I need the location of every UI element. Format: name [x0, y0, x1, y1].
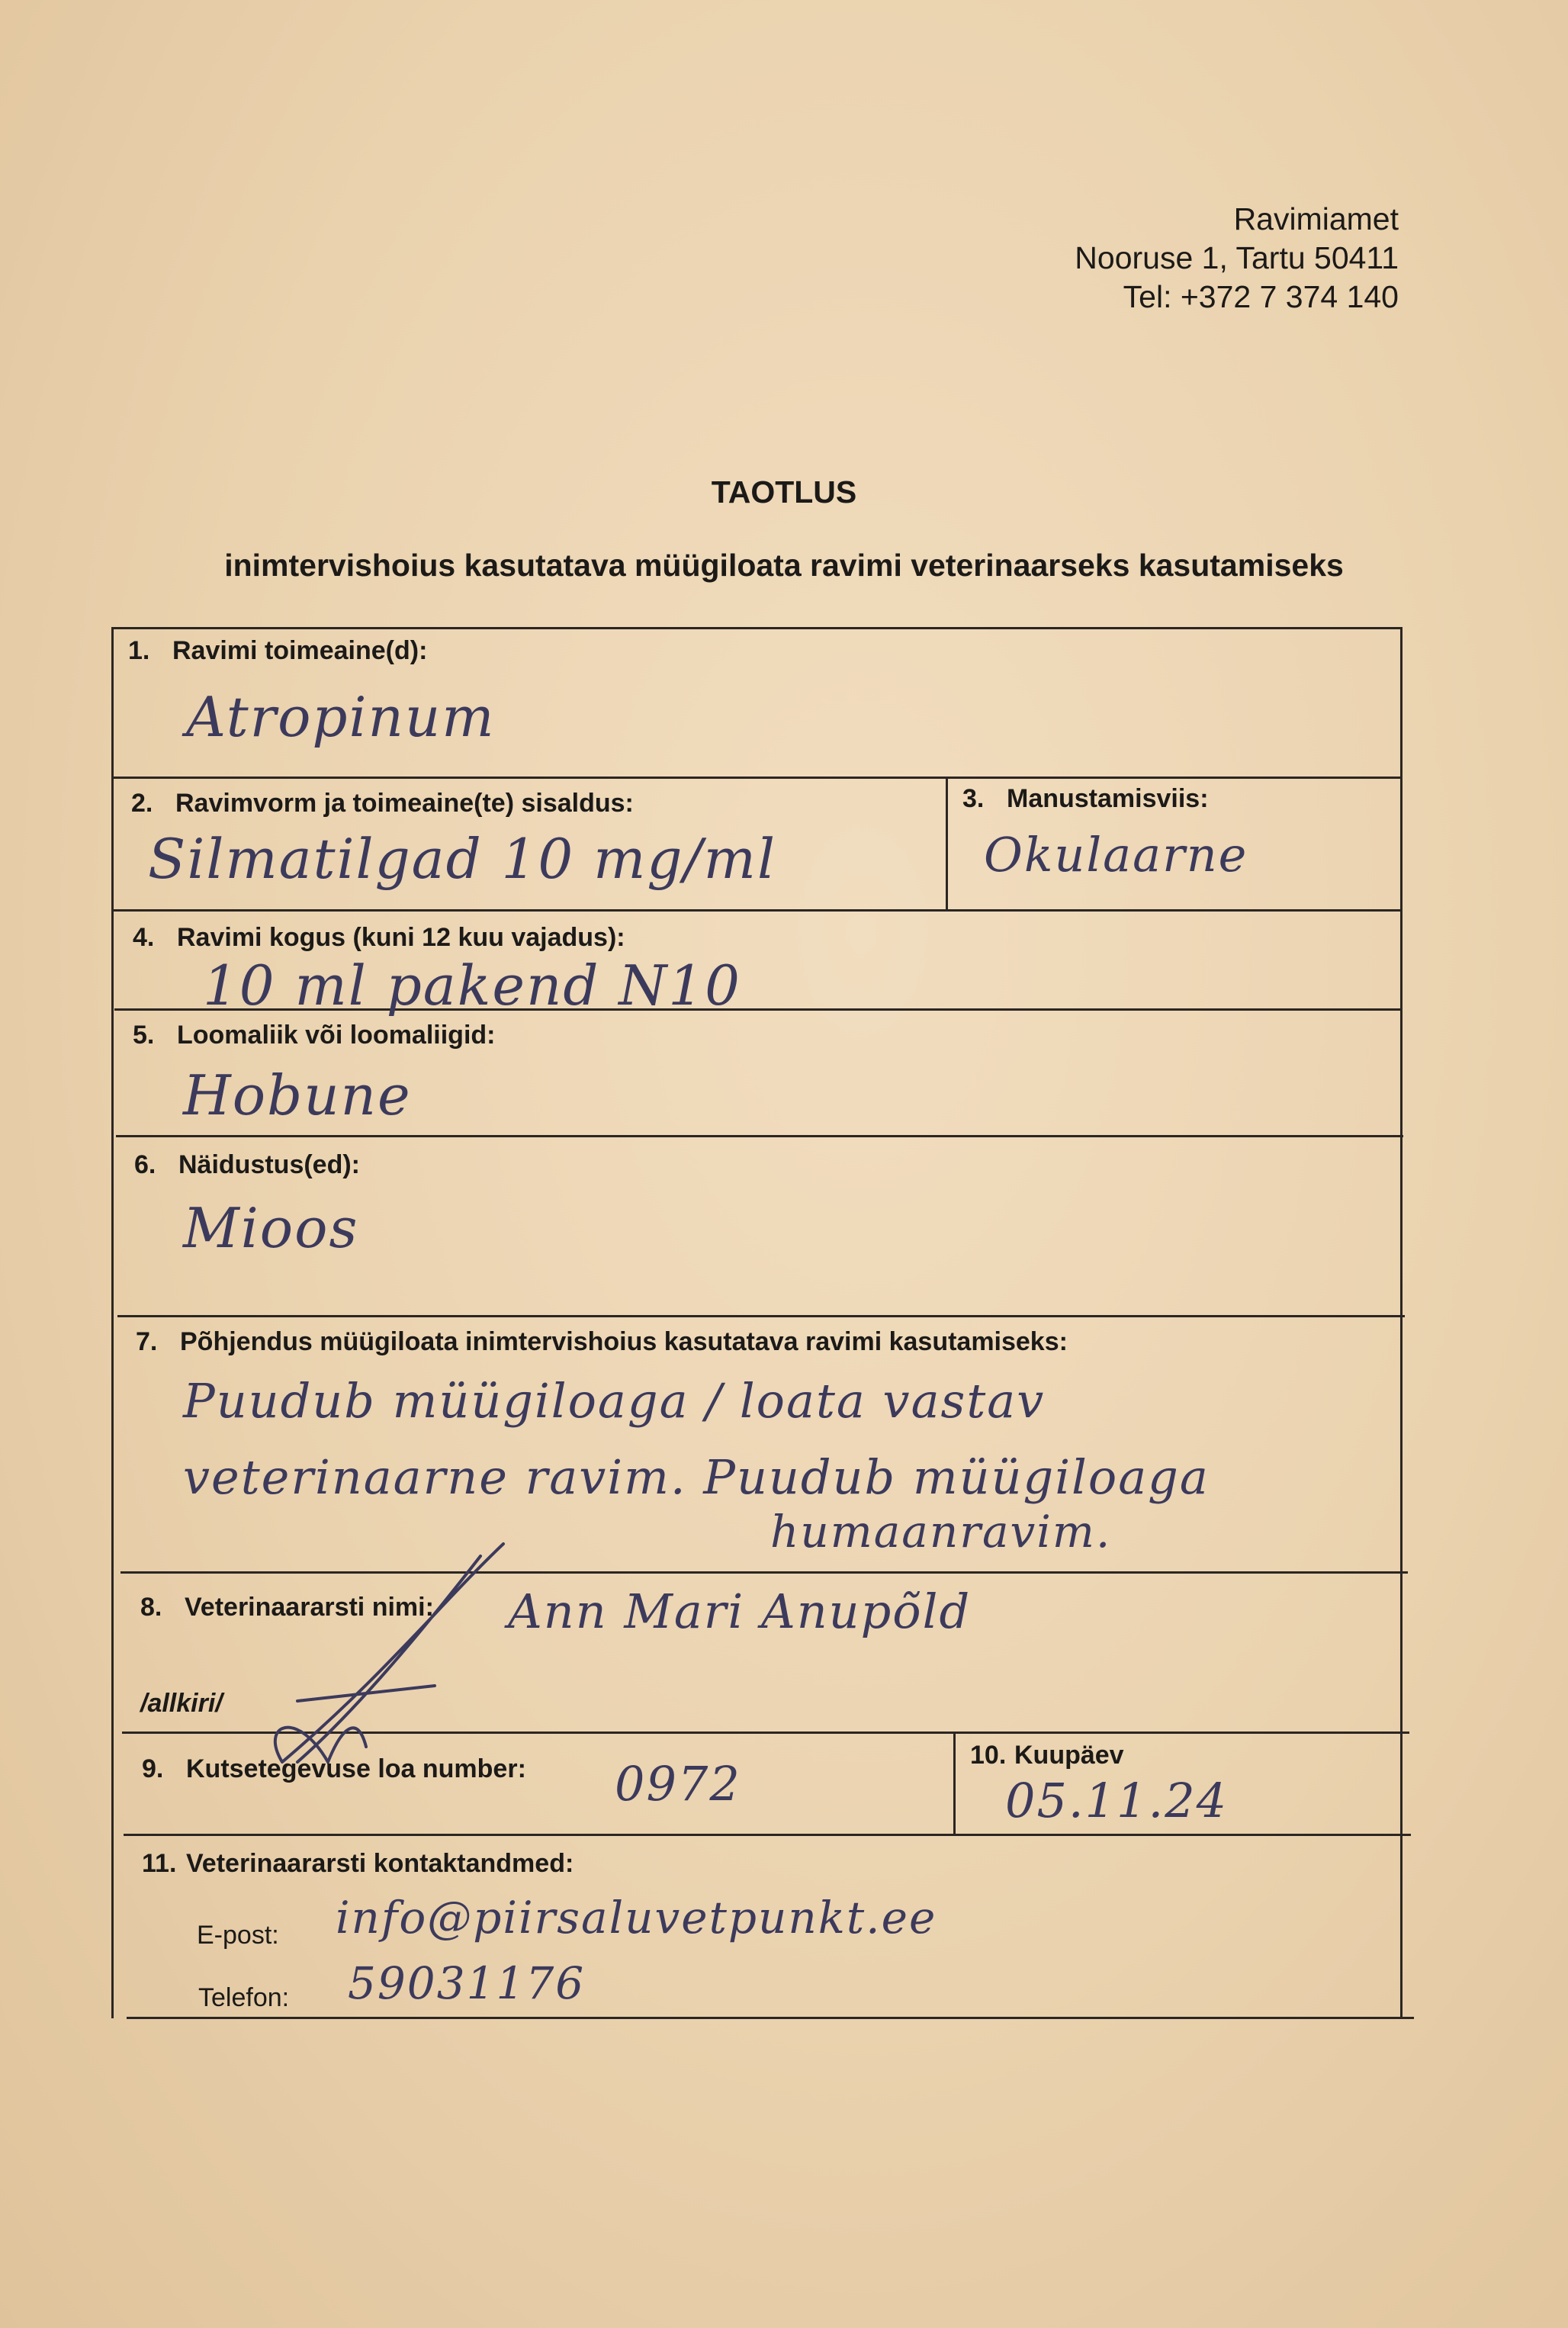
field-4-label: 4. Ravimi kogus (kuni 12 kuu vajadus): [133, 923, 625, 952]
signature-mark [252, 1533, 519, 1777]
field-10-value[interactable]: 05.11.24 [1005, 1773, 1229, 1828]
phone-value[interactable]: 59031176 [348, 1957, 586, 2009]
field-2-value[interactable]: Silmatilgad 10 mg/ml [148, 827, 776, 891]
field-3-label: 3. Manustamisviis: [962, 784, 1209, 813]
phone-label: Telefon: [198, 1983, 290, 2012]
recipient-phone: Tel: +372 7 374 140 [1123, 279, 1399, 314]
field-8-value[interactable]: Ann Mari Anupõld [508, 1584, 972, 1639]
field-4-value[interactable]: 10 ml pakend N10 [203, 953, 741, 1018]
field-10-label: 10. Kuupäev [970, 1741, 1124, 1770]
field-2-label: 2. Ravimvorm ja toimeaine(te) sisaldus: [131, 789, 634, 818]
field-7-value-line-2[interactable]: veterinaarne ravim. Puudub müügiloaga [183, 1449, 1210, 1505]
document-subtitle: inimtervishoius kasutatava müügiloata ravimi veterinaarseks kasutamiseks [224, 548, 1344, 583]
field-9-value[interactable]: 0972 [615, 1756, 741, 1812]
field-9-label: 9. Kutsetegevuse loa number: [142, 1754, 526, 1783]
field-1-value[interactable]: Atropinum [186, 685, 496, 749]
field-6-label: 6. Näidustus(ed): [134, 1150, 360, 1179]
field-6-value[interactable]: Mioos [183, 1196, 359, 1260]
field-8-label: 8. Veterinaararsti nimi: [140, 1593, 434, 1622]
recipient-name: Ravimiamet [1233, 201, 1399, 236]
recipient-address [1075, 200, 1399, 317]
field-5-value[interactable]: Hobune [183, 1063, 412, 1127]
document-title: TAOTLUS [711, 474, 857, 510]
field-7-label: 7. Põhjendus müügiloata inimtervishoius kasutatava ravimi kasutamiseks: [136, 1327, 1068, 1356]
email-label: E-post: [197, 1921, 279, 1950]
field-5-label: 5. Loomaliik või loomaliigid: [133, 1021, 496, 1050]
field-7-value-line-1[interactable]: Puudub müügiloaga / loata vastav [183, 1373, 1046, 1429]
email-value[interactable]: info@piirsaluvetpunkt.ee [336, 1892, 937, 1944]
field-11-label: 11. Veterinaararsti kontaktandmed: [142, 1849, 574, 1878]
field-7-value-line-3[interactable]: humaanravim. [770, 1506, 1112, 1558]
signature-label: /allkiri/ [140, 1689, 223, 1718]
field-3-value[interactable]: Okulaarne [984, 827, 1248, 883]
field-1-label: 1. Ravimi toimeaine(d): [128, 636, 428, 665]
recipient-street: Nooruse 1, Tartu 50411 [1075, 240, 1399, 275]
